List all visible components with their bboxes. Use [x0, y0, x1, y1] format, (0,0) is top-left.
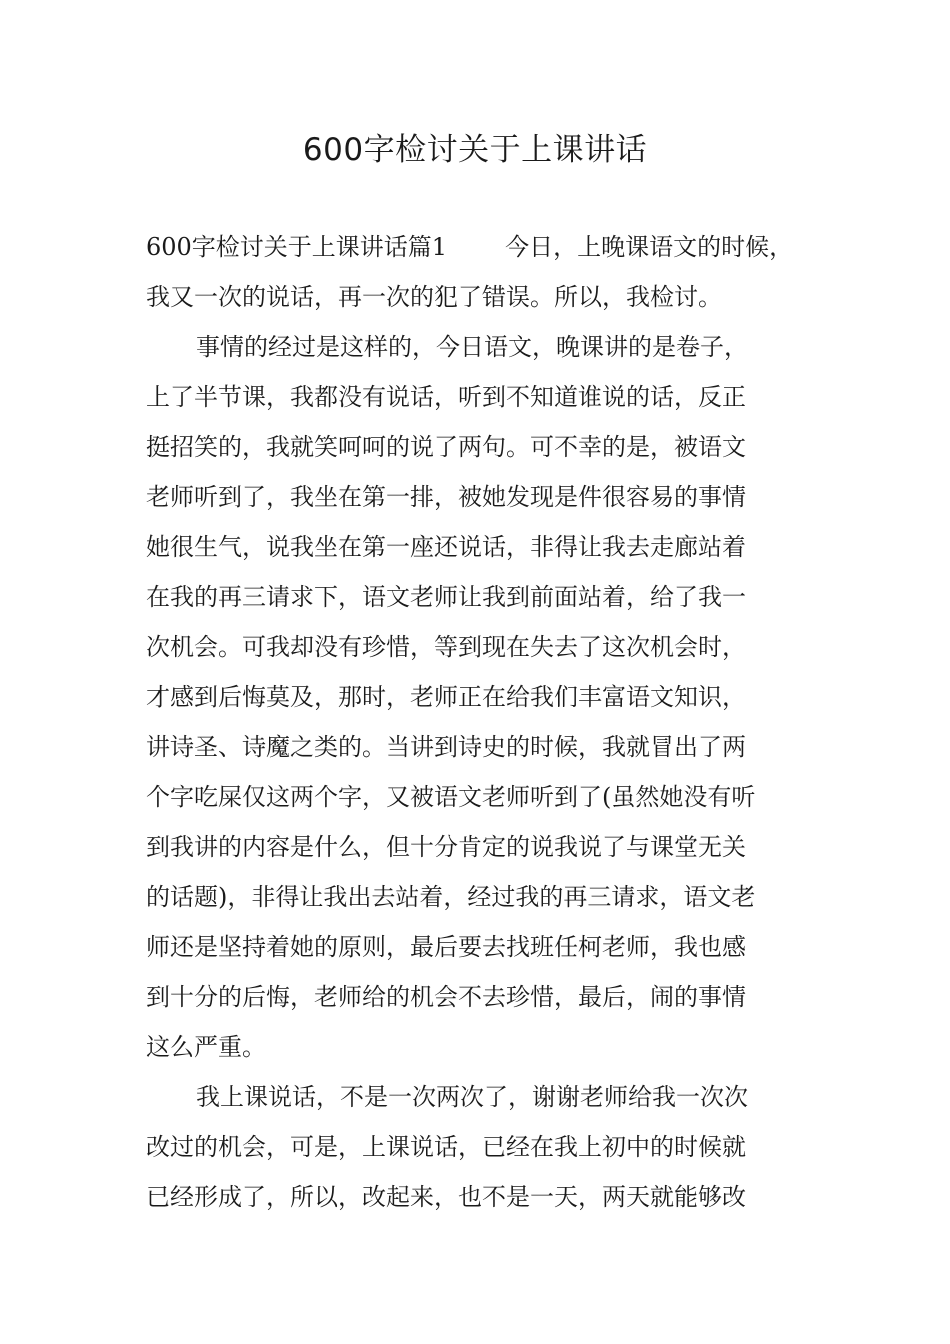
body-line: 在我的再三请求下，语文老师让我到前面站着，给了我一	[146, 583, 746, 611]
paragraph-start-line: 事情的经过是这样的，今日语文，晚课讲的是卷子，	[196, 333, 748, 361]
paragraph-start-line: 我上课说话，不是一次两次了，谢谢老师给我一次次	[196, 1083, 748, 1111]
document-body	[146, 222, 814, 1222]
body-line: 老师听到了，我坐在第一排，被她发现是件很容易的事情	[146, 483, 746, 511]
body-line	[146, 222, 814, 272]
body-line: 改过的机会，可是，上课说话，已经在我上初中的时候就	[146, 1133, 746, 1161]
body-line: 她很生气，说我坐在第一座还说话，非得让我去走廊站着	[146, 533, 746, 561]
body-line: 我又一次的说话，再一次的犯了错误。所以，我检讨。	[146, 283, 722, 311]
body-line: 讲诗圣、诗魔之类的。当讲到诗史的时候，我就冒出了两	[146, 733, 746, 761]
body-line: 个字吃屎仅这两个字，又被语文老师听到了(虽然她没有听	[146, 783, 756, 811]
body-line: 这么严重。	[146, 1033, 266, 1061]
body-line: 到我讲的内容是什么，但十分肯定的说我说了与课堂无关	[146, 833, 746, 861]
section-heading: 600字检讨关于上课讲话篇1	[146, 233, 448, 261]
body-line: 挺招笑的，我就笑呵呵的说了两句。可不幸的是，被语文	[146, 433, 746, 461]
body-line: 到十分的后悔，老师给的机会不去珍惜，最后，闹的事情	[146, 983, 746, 1011]
body-line: 才感到后悔莫及，那时，老师正在给我们丰富语文知识，	[146, 683, 746, 711]
body-line: 已经形成了，所以，改起来，也不是一天，两天就能够改	[146, 1183, 746, 1211]
body-line: 师还是坚持着她的原则，最后要去找班任柯老师，我也感	[146, 933, 746, 961]
line-text: 今日，上晚课语文的时候，	[505, 233, 794, 261]
body-line: 的话题)，非得让我出去站着，经过我的再三请求，语文老	[146, 883, 756, 911]
body-line: 次机会。可我却没有珍惜，等到现在失去了这次机会时，	[146, 633, 746, 661]
document-title: 600字检讨关于上课讲话	[302, 132, 648, 168]
body-line: 上了半节课，我都没有说话，听到不知道谁说的话，反正	[146, 383, 746, 411]
